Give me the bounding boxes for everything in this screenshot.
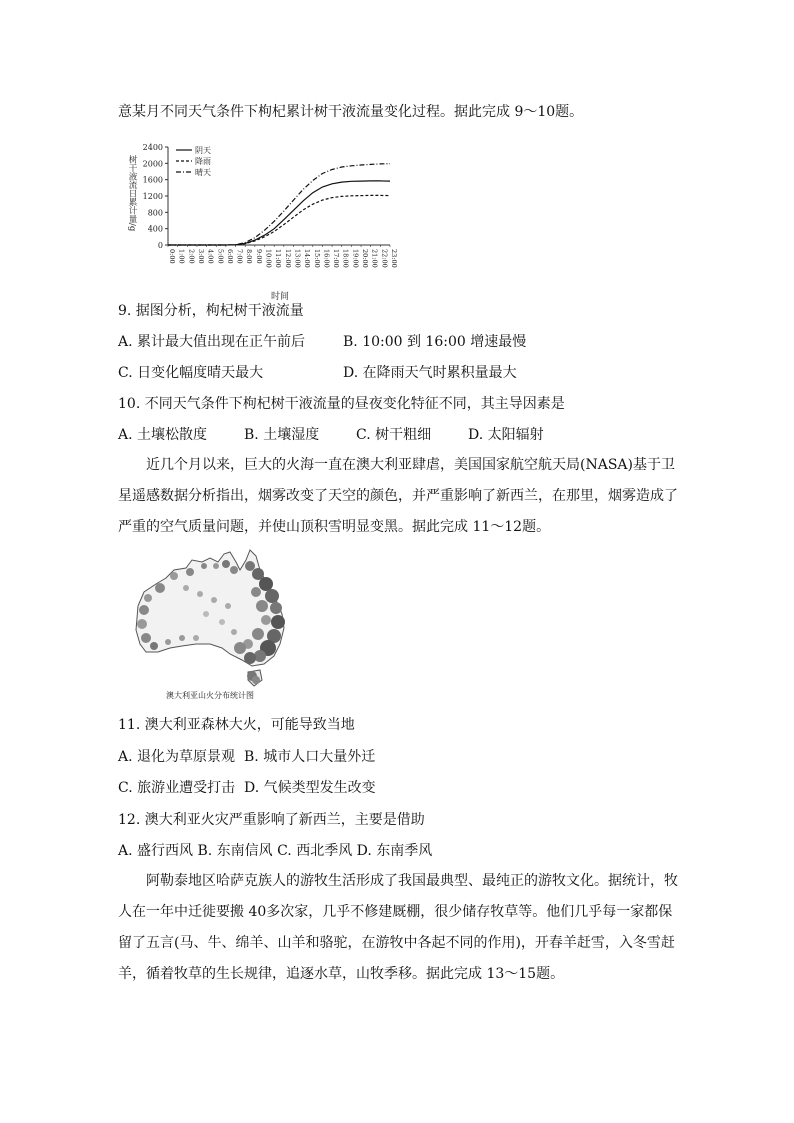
q11-options-row1 [118, 747, 375, 767]
x-tick-label: 6:00 [225, 249, 234, 264]
passage-australia-fires: 近几个月以来，巨大的火海一直在澳大利亚肆虐，美国国家航空航天局(NASA)基于卫星遥感数据分析指出，烟雾改变了天空的颜色，并严重影响了新西兰，在那里，烟雾造成了严重的空气质量问题，并使山顶积雪明显变黑。据此完成 11～12题。 [118, 457, 678, 535]
x-tick-label: 9:00 [254, 249, 263, 264]
fire-dot [183, 585, 189, 591]
intro-text: 意某月不同天气条件下枸杞累计树干液流量变化过程。据此完成 9～10题。 [118, 104, 584, 120]
q10-option-d[interactable]: D. 太阳辐射 [468, 427, 544, 443]
fire-dot [244, 652, 256, 664]
q10-option-b[interactable]: B. 土壤湿度 [244, 427, 320, 443]
q11-option-b[interactable]: B. 城市人口大量外迁 [244, 749, 376, 765]
fire-dot [245, 561, 255, 571]
q10-options [118, 425, 544, 445]
q10-option-c[interactable]: C. 树干粗细 [356, 427, 432, 443]
x-tick-label: 1:00 [177, 249, 186, 264]
fire-dot [259, 577, 273, 591]
fire-dot [150, 642, 158, 650]
fire-dot [197, 591, 203, 597]
x-tick-label: 18:00 [341, 249, 350, 268]
legend-label: 降雨 [195, 157, 211, 166]
fire-dot [219, 619, 225, 625]
q9-option-a[interactable]: A. 累计最大值出现在正午前后 [118, 334, 306, 350]
series-line-0 [168, 181, 390, 245]
sap-flow-chart-svg [118, 135, 396, 303]
x-tick-label: 21:00 [370, 249, 379, 268]
australia-map-svg [130, 548, 290, 706]
fire-dot [137, 619, 147, 629]
fire-dot [141, 633, 151, 643]
fire-dot [231, 629, 237, 635]
q9-options-row1 [118, 332, 526, 352]
fire-dot [222, 560, 230, 568]
fire-dot [201, 563, 207, 569]
x-tick-label: 5:00 [216, 249, 225, 264]
x-tick-label: 19:00 [351, 249, 360, 268]
fire-dot [203, 611, 209, 617]
map-caption: 澳大利亚山火分布统计图 [166, 691, 254, 700]
q12-stem: 12. 澳大利亚火灾严重影响了新西兰，主要是借助 [118, 812, 425, 828]
y-axis-label [127, 154, 137, 231]
q10-option-a[interactable]: A. 土壤松散度 [118, 427, 208, 443]
fire-dot [211, 597, 217, 603]
x-tick-label: 0:00 [168, 249, 176, 264]
fire-dot [251, 587, 261, 597]
x-tick-label: 20:00 [361, 249, 370, 268]
x-tick-label: 16:00 [322, 249, 331, 268]
q9-options-row2 [118, 363, 517, 383]
x-axis-label: 时间 [271, 292, 290, 302]
x-tick-label: 11:00 [274, 249, 283, 268]
q9-option-b[interactable]: B. 10:00 到 16:00 增速最慢 [343, 334, 527, 350]
fire-dot [193, 635, 199, 641]
x-tick-label: 7:00 [235, 249, 244, 264]
x-tick-label: 22:00 [380, 249, 389, 268]
fire-dot [261, 615, 271, 625]
fire-dot [225, 603, 231, 609]
fire-dot [144, 594, 152, 602]
fire-dot [271, 615, 285, 629]
fire-dot [254, 650, 266, 662]
x-tick-label: 13:00 [293, 249, 302, 268]
legend-label: 晴天 [195, 168, 211, 177]
fire-dot [186, 568, 194, 576]
fire-dot [230, 566, 238, 574]
series-line-1 [168, 195, 390, 245]
y-tick-label: 2400 [142, 143, 163, 152]
fire-dot [165, 639, 171, 645]
y-tick-label: 400 [147, 224, 163, 234]
fire-dot [265, 589, 279, 603]
y-tick-label: 0 [157, 241, 163, 250]
q10-stem: 10. 不同天气条件下枸杞树干液流量的昼夜变化特征不同，其主导因素是 [118, 396, 565, 412]
fire-dot [256, 600, 268, 612]
x-tick-label: 3:00 [196, 249, 205, 264]
q9-option-d[interactable]: D. 在降雨天气时累积量最大 [343, 365, 517, 381]
y-tick-label: 2000 [142, 159, 163, 169]
x-tick-label: 17:00 [332, 249, 341, 268]
x-tick-label: 8:00 [245, 249, 254, 264]
fire-dot [252, 628, 264, 640]
fire-dot [234, 642, 246, 654]
q11-stem: 11. 澳大利亚森林大火，可能导致当地 [118, 717, 355, 733]
x-tick-label: 2:00 [187, 249, 196, 264]
fire-dot [139, 605, 149, 615]
fire-dot [270, 602, 282, 614]
x-tick-label: 23:00 [390, 249, 398, 268]
y-axis-label-text: 树干液流日累计量/g [127, 155, 137, 232]
x-tick-label: 15:00 [312, 249, 321, 268]
legend-label: 阴天 [195, 146, 211, 155]
q12-options[interactable]: A. 盛行西风 B. 东南信风 C. 西北季风 D. 东南季风 [118, 843, 433, 859]
australia-fire-map [130, 548, 290, 706]
fire-dot [252, 676, 260, 684]
y-tick-label: 800 [147, 208, 163, 218]
fire-dot [170, 572, 178, 580]
y-tick-label: 1200 [142, 192, 163, 201]
x-tick-label: 4:00 [206, 249, 215, 264]
x-tick-label: 10:00 [264, 249, 273, 268]
fire-dot [155, 583, 165, 593]
fire-dot [179, 635, 185, 641]
fire-dot [213, 563, 219, 569]
sap-flow-chart [118, 135, 396, 303]
q11-options-row2 [118, 778, 376, 798]
q11-option-a[interactable]: A. 退化为草原景观 [118, 749, 236, 765]
y-tick-label: 1600 [142, 175, 163, 185]
x-tick-label: 12:00 [283, 249, 292, 268]
q11-option-c[interactable]: C. 旅游业遭受打击 [118, 780, 236, 796]
q11-option-d[interactable]: D. 气候类型发生改变 [244, 780, 376, 796]
q9-option-c[interactable]: C. 日变化幅度晴天最大 [118, 365, 264, 381]
x-tick-label: 14:00 [303, 249, 312, 268]
q9-stem: 9. 据图分析，枸杞树干液流量 [118, 303, 304, 319]
passage-altay-nomads: 阿勒泰地区哈萨克族人的游牧生活形成了我国最典型、最纯正的游牧文化。据统计，牧人在一年中迁徙要搬 40多次家，几乎不修建厩棚，很少储存牧草等。他们几乎每一家都保留了五言(马、牛、绵羊、山羊和骆驼，在游牧中各起不同的作用)，开春羊赶雪，入冬雪赶羊，循着牧草的生长规律，追逐水草，山牧季移。据此完成 13～15题。 [118, 873, 678, 982]
